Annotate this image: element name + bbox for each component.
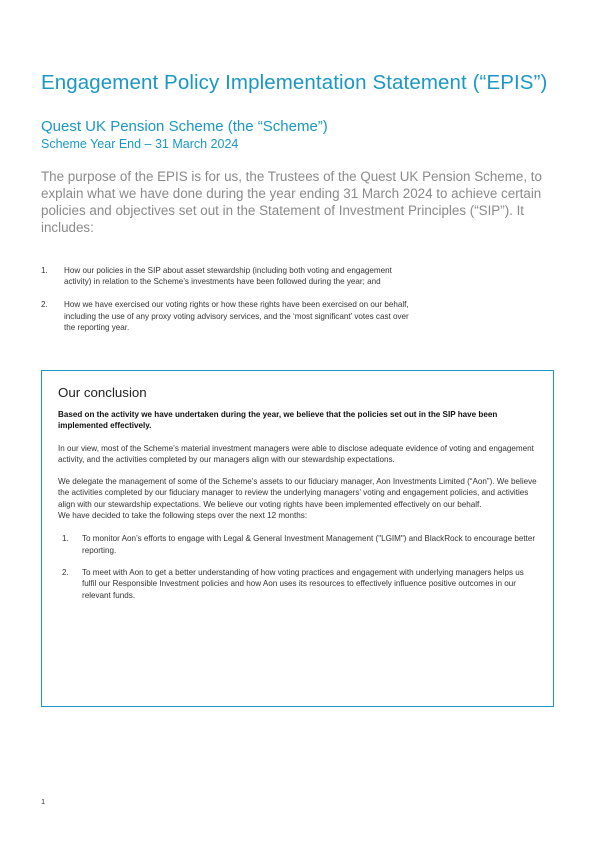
scheme-year-end: Scheme Year End – 31 March 2024 [41, 137, 239, 151]
list-item [41, 299, 421, 333]
conclusion-body [58, 409, 540, 612]
list-item-number: 1. [62, 534, 69, 544]
list-item-number: 1. [41, 266, 48, 275]
list-item-text: How our policies in the SIP about asset stewardship (including both voting and engagement activity) in relation to the Scheme’s investments have been followed during the year; and [64, 266, 392, 287]
intro-paragraph: The purpose of the EPIS is for us, the Trustees of the Quest UK Pension Scheme, to explain what we have done during the year ending 31 March 2024 to achieve certain policies and objectives set out in the Statement of Investment Principles (“SIP”). It includes: [41, 169, 542, 235]
list-item [60, 567, 540, 601]
page-number: 1 [41, 797, 46, 806]
list-item-number: 2. [62, 567, 69, 577]
conclusion-paragraph: We have decided to take the following steps over the next 12 months: [58, 511, 308, 521]
list-item [60, 533, 540, 556]
list-item-text: To meet with Aon to get a better understanding of how voting practices and engagement with underlying managers helps us fulfil our Responsible Investment policies and how Aon uses its resources to effectively influence positive outcomes in our relevant funds. [82, 567, 524, 600]
conclusion-paragraph: In our view, most of the Scheme’s material investment managers were able to disclose adequate evidence of voting and engagement activity, and the activities completed by our managers align with our stewardship expectations. [58, 443, 534, 464]
includes-list [41, 265, 421, 345]
conclusion-heading: Our conclusion [58, 385, 147, 400]
list-item-text: To monitor Aon’s efforts to engage with Legal & General Investment Management ("LGIM") and BlackRock to encourage better reporting. [82, 534, 536, 555]
scheme-name: Quest UK Pension Scheme (the “Scheme”) [41, 118, 328, 135]
list-item-text: How we have exercised our voting rights or how these rights have been exercised on our behalf, including the use of any proxy voting advisory services, and the ‘most significant’ votes cast over the reporting year. [64, 300, 409, 332]
list-item-number: 2. [41, 300, 48, 310]
steps-list [58, 533, 540, 600]
conclusion-paragraph: We delegate the management of some of the Scheme’s assets to our fiduciary manager, Aon Investments Limited (“Aon”). We believe the activities completed by our fiduciary manager to review the underlying managers’ voting and engagement policies, and activities align with our stewardship expectations. We believe our voting rights have been implemented effectively on our behalf. [58, 477, 537, 509]
conclusion-box [41, 370, 554, 707]
list-item [41, 265, 421, 287]
conclusion-statement: Based on the activity we have undertaken during the year, we believe that the policies set out in the SIP have been implemented effectively. [58, 410, 498, 431]
page-title: Engagement Policy Implementation Statement (“EPIS”) [41, 71, 548, 94]
